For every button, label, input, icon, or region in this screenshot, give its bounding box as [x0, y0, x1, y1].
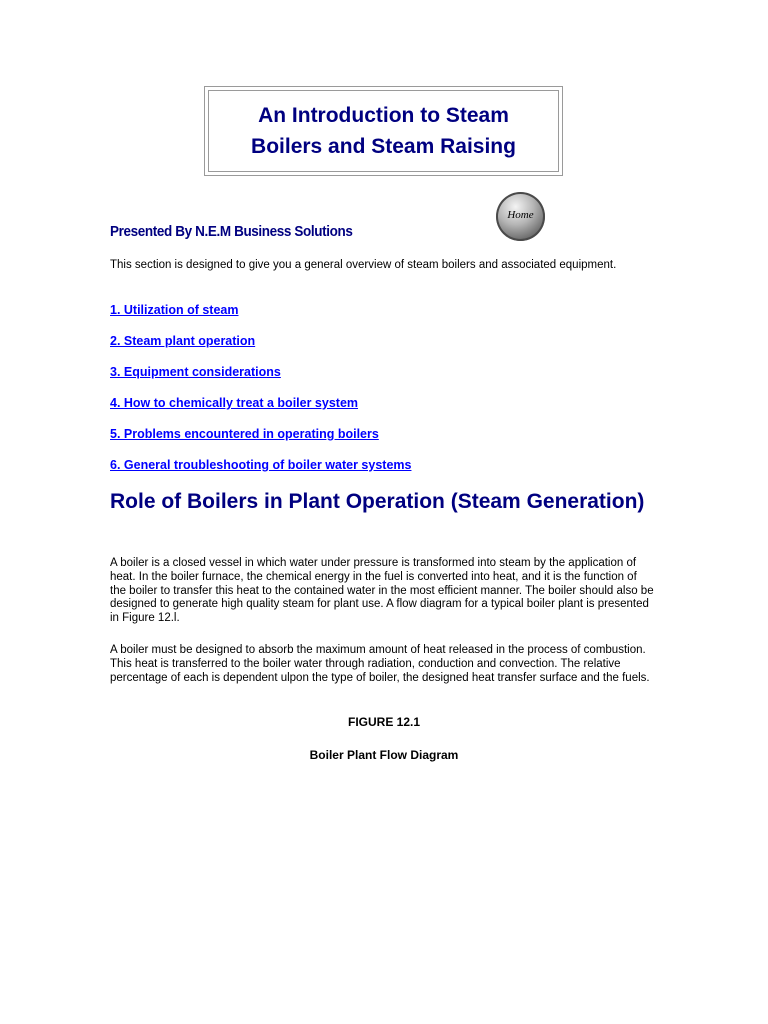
intro-text: This section is designed to give you a general overview of steam boilers and associated equipment. — [110, 259, 617, 271]
link-utilization-of-steam[interactable]: 1. Utilization of steam — [110, 303, 239, 317]
home-button-label: Home — [507, 209, 534, 221]
figure-caption: Boiler Plant Flow Diagram — [309, 748, 459, 762]
title-inner-frame — [208, 90, 559, 172]
home-button[interactable] — [496, 192, 545, 241]
link-equipment-considerations[interactable]: 3. Equipment considerations — [110, 365, 281, 379]
paragraph-heat-absorption: A boiler must be designed to absorb the maximum amount of heat released in the process of combustion. This heat is transferred to the boiler water through radiation, conduction and convection. The relative percentage of each is dependent ulpon the type of boiler, the designed heat transfer surface and the fuels. — [110, 644, 650, 684]
figure-number: FIGURE 12.1 — [347, 715, 421, 729]
link-steam-plant-operation[interactable]: 2. Steam plant operation — [110, 334, 256, 348]
page-title-line-2: Boilers and Steam Raising — [251, 135, 516, 158]
link-problems-encountered[interactable]: 5. Problems encountered in operating boilers — [110, 427, 379, 441]
title-box — [204, 86, 563, 176]
paragraph-boiler-definition: A boiler is a closed vessel in which water under pressure is transformed into steam by the application of heat. In the boiler furnace, the chemical energy in the fuel is converted into heat, and it is the function of the boiler to transfer this heat to the contained water in the most efficient manner. The boiler should also be designed to generate high quality steam for plant use. A flow diagram for a typical boiler plant is presented in Figure 12.l. — [110, 557, 654, 625]
link-chemical-treatment[interactable]: 4. How to chemically treat a boiler system — [110, 396, 359, 410]
link-general-troubleshooting[interactable]: 6. General troubleshooting of boiler water systems — [110, 458, 412, 472]
page-title-line-1: An Introduction to Steam — [258, 104, 509, 127]
section-heading: Role of Boilers in Plant Operation (Steam Generation) — [110, 490, 645, 513]
presenter-line: Presented By N.E.M Business Solutions — [110, 224, 353, 240]
